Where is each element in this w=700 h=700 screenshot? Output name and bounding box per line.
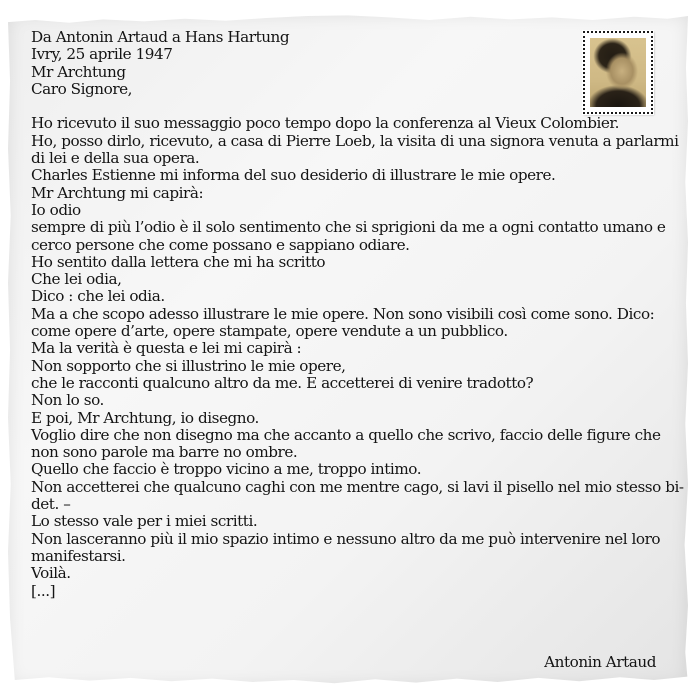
paragraph-gap	[31, 98, 661, 115]
letter-body-line: cerco persone che come possano e sappiano odiare.	[31, 235, 410, 254]
letter-body-line: come opere d’arte, opere stampate, opere vendute a un pubblico.	[31, 322, 508, 341]
portrait-photo-icon	[590, 38, 646, 107]
letter-body-line: Non accetterei che qualcuno caghi con me mentre cago, si lavi il pisello nel mio stesso bi-	[31, 477, 684, 496]
letter-body-line: Non sopporto che si illustrino le mie opere,	[31, 356, 346, 375]
letter-body-line: Non lo so.	[31, 391, 104, 410]
letter-body-line: Io odio	[31, 200, 81, 219]
letter-header-line: Da Antonin Artaud a Hans Hartung	[31, 28, 290, 46]
letter-body-line: non sono parole ma barre no ombre.	[31, 443, 298, 462]
letter-recipient-line: Mr Archtung	[31, 62, 126, 81]
letter-body-line: Dico : che lei odia.	[31, 287, 165, 306]
letter-body-line: sempre di più l’odio è il solo sentimento che si sprigioni da me a ogni contatto umano e	[31, 218, 666, 237]
letter-body-line: Ma a che scopo adesso illustrare le mie opere. Non sono visibili così come sono. Dico:	[31, 304, 655, 323]
letter-body-line: det. –	[31, 495, 71, 514]
letter-date-line: Ivry, 25 aprile 1947	[31, 45, 173, 64]
letter-salutation: Caro Signore,	[31, 79, 133, 98]
letter-body-line: Ma la verità è questa e lei mi capirà :	[31, 339, 302, 358]
letter-body-line: Che lei odia,	[31, 270, 122, 289]
letter-body-line: E poi, Mr Archtung, io disegno.	[31, 408, 259, 427]
letter-text	[31, 28, 684, 600]
letter-body-line: Charles Estienne mi informa del suo desiderio di illustrare le mie opere.	[31, 166, 556, 185]
letter-body-line: Voilà.	[31, 564, 71, 583]
letter-body-line: Non lasceranno più il mio spazio intimo e nessuno altro da me può intervenire nel loro	[31, 529, 661, 548]
letter-body-line: di lei e della sua opera.	[31, 149, 200, 168]
letter-body-line: Ho ricevuto il suo messaggio poco tempo dopo la conferenza al Vieux Colombier.	[31, 114, 619, 133]
letter-body-line: Mr Archtung mi capirà:	[31, 183, 204, 202]
letter-body-line: Quello che faccio è troppo vicino a me, troppo intimo.	[31, 460, 422, 479]
letter-body-line: Lo stesso vale per i miei scritti.	[31, 512, 258, 531]
letter-body-line: Ho, posso dirlo, ricevuto, a casa di Pierre Loeb, la visita di una signora venuta a parlarmi	[31, 131, 679, 150]
letter-signature: Antonin Artaud	[544, 653, 656, 671]
letter-body-line: manifestarsi.	[31, 546, 126, 565]
letter-body-line: [...]	[31, 581, 56, 600]
letter-body-line: Ho sentito dalla lettera che mi ha scritto	[31, 252, 326, 271]
letter-body-line: che le racconti qualcuno altro da me. E accetterei di venire tradotto?	[31, 373, 534, 392]
portrait-stamp	[583, 31, 653, 114]
letter-body-line: Voglio dire che non disegno ma che accanto a quello che scrivo, faccio delle figure che	[31, 425, 661, 444]
